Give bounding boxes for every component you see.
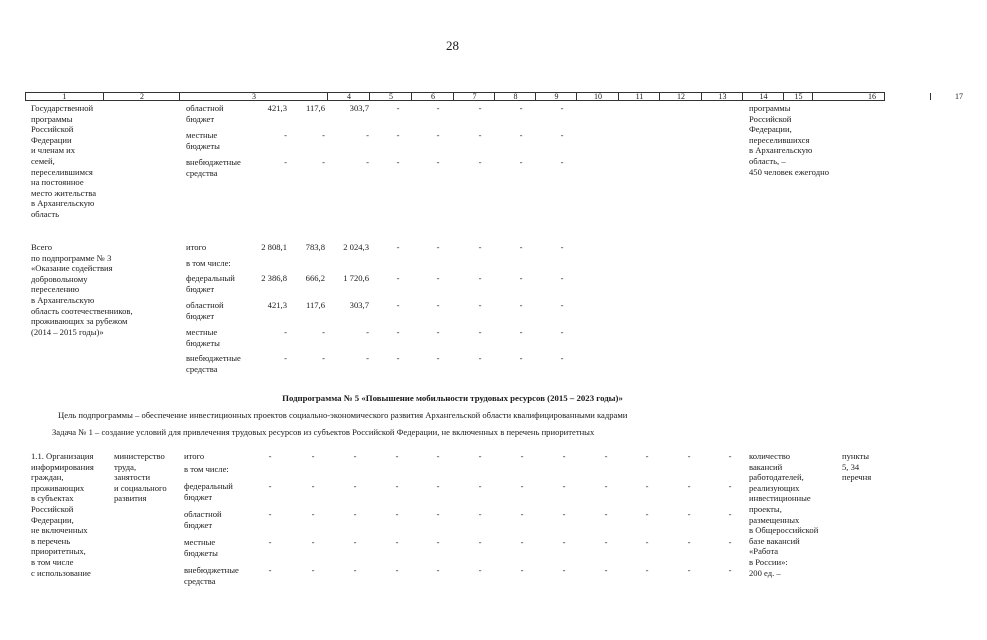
subprogram-heading: Подпрограмма № 5 «Повышение мобильности трудовых ресурсов (2015 – 2023 годы)» xyxy=(282,393,623,403)
empty-value: - xyxy=(353,537,357,547)
funding-source-label: областной xyxy=(184,509,222,519)
empty-value: - xyxy=(436,509,440,519)
empty-value: - xyxy=(478,565,482,575)
funding-value: - xyxy=(366,327,369,337)
header-col-2: 2 xyxy=(103,93,180,100)
section2-title-line: переселению xyxy=(31,284,80,295)
funding-value: - xyxy=(284,327,287,337)
empty-value: - xyxy=(436,273,440,283)
funding-value: 421,3 xyxy=(267,103,287,113)
empty-value: - xyxy=(436,300,440,310)
empty-value: - xyxy=(562,565,566,575)
reference-line: 5, 34 xyxy=(842,461,860,472)
funding-value: 117,6 xyxy=(305,103,325,113)
empty-value: - xyxy=(520,565,524,575)
funding-value: 783,8 xyxy=(305,242,325,252)
section3-title-line: информирования xyxy=(31,461,94,472)
empty-value: - xyxy=(520,537,524,547)
section2-title-line: в Архангельскую xyxy=(31,295,95,305)
empty-value: - xyxy=(562,509,566,519)
expected-result-line: количество xyxy=(749,451,791,461)
empty-value: - xyxy=(395,509,399,519)
expected-result-line: программы xyxy=(749,103,791,113)
empty-value: - xyxy=(519,157,523,167)
funding-source-label: средства xyxy=(186,167,218,178)
empty-value: - xyxy=(645,537,649,547)
expected-result-line: в Архангельскую xyxy=(749,145,813,156)
funding-source-label: средства xyxy=(186,363,218,374)
empty-value: - xyxy=(478,537,482,547)
empty-value: - xyxy=(519,242,523,252)
page-number: 28 xyxy=(446,38,459,53)
expected-result-line: реализующих xyxy=(749,482,800,493)
expected-result-line: Федерации, xyxy=(749,124,792,135)
expected-result-line: в Общероссийской xyxy=(749,525,819,536)
empty-value: - xyxy=(478,481,482,491)
empty-value: - xyxy=(268,451,272,461)
empty-value: - xyxy=(396,327,400,337)
empty-value: - xyxy=(478,300,482,310)
header-col-15: 15 xyxy=(783,93,813,100)
empty-value: - xyxy=(645,481,649,491)
section3-title-line: с использование xyxy=(31,567,91,578)
header-col-13: 13 xyxy=(701,93,743,100)
section1-title-line: переселившимся xyxy=(31,166,93,177)
funding-source-label: бюджеты xyxy=(186,140,220,151)
empty-value: - xyxy=(396,273,400,283)
section2-title-line: область соотечественников, xyxy=(31,305,133,316)
reference-line: перечня xyxy=(842,472,872,483)
funding-value: 666,2 xyxy=(305,273,325,283)
empty-value: - xyxy=(520,509,524,519)
empty-value: - xyxy=(560,130,564,140)
section3-title-line: в перечень xyxy=(31,535,71,546)
empty-value: - xyxy=(645,509,649,519)
funding-source-label: бюджеты xyxy=(186,337,220,348)
funding-source-label: внебюджетные xyxy=(186,157,241,167)
funding-value: 2 808,1 xyxy=(261,242,287,252)
empty-value: - xyxy=(396,353,400,363)
expected-result-line: проекты, xyxy=(749,504,782,514)
empty-value: - xyxy=(562,481,566,491)
empty-value: - xyxy=(560,327,564,337)
empty-value: - xyxy=(268,565,272,575)
funding-value: - xyxy=(366,353,369,363)
empty-value: - xyxy=(728,509,732,519)
section1-title-line: место жительства xyxy=(31,187,97,198)
empty-value: - xyxy=(478,353,482,363)
section3-title-line: в том числе xyxy=(31,557,74,567)
reference-line: пункты xyxy=(842,451,870,461)
header-col-17: 17 xyxy=(930,93,987,100)
section2-title-line: (2014 – 2015 годы)» xyxy=(31,326,104,337)
empty-value: - xyxy=(353,451,357,461)
section3-title-line: не включенных xyxy=(31,525,88,536)
empty-value: - xyxy=(436,481,440,491)
section3-title-line: Российской xyxy=(31,504,74,514)
funding-value: 1 720,6 xyxy=(343,273,369,283)
section1-title-line: программы xyxy=(31,113,73,124)
funding-value: - xyxy=(284,130,287,140)
empty-value: - xyxy=(604,509,608,519)
header-col-8: 8 xyxy=(494,93,536,100)
section1-title-line: область xyxy=(31,209,60,219)
empty-value: - xyxy=(396,130,400,140)
funding-value: 303,7 xyxy=(349,300,369,310)
header-col-9: 9 xyxy=(535,93,577,100)
funding-source-label: внебюджетные xyxy=(184,565,239,575)
section2-title-line: «Оказание содействия xyxy=(31,263,113,274)
empty-value: - xyxy=(560,157,564,167)
funding-source-label: бюджет xyxy=(186,113,215,124)
empty-value: - xyxy=(353,481,357,491)
section3-title-line: в субъектах xyxy=(31,493,74,504)
funding-value: 303,7 xyxy=(349,103,369,113)
header-col-6: 6 xyxy=(411,93,454,100)
expected-result-line: 450 человек ежегодно xyxy=(749,166,829,177)
section2-title-line: добровольному xyxy=(31,273,88,284)
funding-source-label: итого xyxy=(184,451,205,461)
empty-value: - xyxy=(436,327,440,337)
expected-result-line: работодателей, xyxy=(749,472,804,483)
empty-value: - xyxy=(519,103,523,113)
section2-title-line: Всего xyxy=(31,242,53,252)
funding-value: - xyxy=(284,157,287,167)
funding-value: 117,6 xyxy=(305,300,325,310)
executor-line: труда, xyxy=(114,461,137,472)
funding-source-label: средства xyxy=(184,575,216,586)
funding-source-label: итого xyxy=(186,242,207,252)
empty-value: - xyxy=(436,157,440,167)
section3-title-line: граждан, xyxy=(31,472,64,483)
expected-result-line: базе вакансий xyxy=(749,535,800,546)
expected-result-line: инвестиционные xyxy=(749,493,811,504)
funding-value: - xyxy=(284,353,287,363)
empty-value: - xyxy=(728,565,732,575)
funding-source-label: местные xyxy=(186,327,218,337)
empty-value: - xyxy=(604,481,608,491)
empty-value: - xyxy=(520,451,524,461)
subprogram-task: Задача № 1 – создание условий для привлечения трудовых ресурсов из субъектов Российской Федерации, не включенных в перечень приоритетных xyxy=(52,427,595,437)
empty-value: - xyxy=(353,509,357,519)
expected-result-line: 200 ед. – xyxy=(749,567,781,578)
executor-line: министерство xyxy=(114,451,165,461)
funding-value: - xyxy=(366,157,369,167)
empty-value: - xyxy=(311,565,315,575)
empty-value: - xyxy=(436,130,440,140)
expected-result-line: область, – xyxy=(749,156,786,166)
empty-value: - xyxy=(562,451,566,461)
expected-result-line: в России»: xyxy=(749,557,788,567)
empty-value: - xyxy=(311,537,315,547)
expected-result-line: «Работа xyxy=(749,546,779,557)
empty-value: - xyxy=(687,509,691,519)
empty-value: - xyxy=(604,537,608,547)
empty-value: - xyxy=(395,451,399,461)
header-col-4: 4 xyxy=(327,93,370,100)
empty-value: - xyxy=(478,130,482,140)
table-header-row xyxy=(25,92,963,101)
empty-value: - xyxy=(436,242,440,252)
header-col-11: 11 xyxy=(618,93,660,100)
executor-line: развития xyxy=(114,493,147,504)
funding-source-label: бюджет xyxy=(184,519,213,530)
expected-result-line: Российской xyxy=(749,113,792,124)
funding-value: 2 024,3 xyxy=(343,242,369,252)
empty-value: - xyxy=(396,242,400,252)
expected-result-line: переселившихся xyxy=(749,134,810,145)
funding-value: - xyxy=(322,327,325,337)
section3-title-line: Федерации, xyxy=(31,514,74,525)
empty-value: - xyxy=(520,481,524,491)
subprogram-goal: Цель подпрограммы – обеспечение инвестиционных проектов социально-экономического развития Архангельской области квалифицированными кадрами xyxy=(58,410,628,420)
section1-title-line: Государственной xyxy=(31,103,94,113)
funding-value: 2 386,8 xyxy=(261,273,287,283)
section1-title-line: в Архангельскую xyxy=(31,198,95,209)
section1-title-line: и членам их xyxy=(31,145,76,156)
empty-value: - xyxy=(478,273,482,283)
empty-value: - xyxy=(604,565,608,575)
empty-value: - xyxy=(478,103,482,113)
empty-value: - xyxy=(478,327,482,337)
funding-source-label: в том числе: xyxy=(186,258,231,268)
empty-value: - xyxy=(396,157,400,167)
header-col-5: 5 xyxy=(369,93,412,100)
funding-source-label: в том числе: xyxy=(184,464,229,474)
funding-source-label: бюджеты xyxy=(184,547,218,558)
empty-value: - xyxy=(268,481,272,491)
section3-title-line: 1.1. Организация xyxy=(31,451,94,461)
funding-source-label: местные xyxy=(186,130,218,140)
empty-value: - xyxy=(353,565,357,575)
section2-title-line: проживающих за рубежом xyxy=(31,316,128,327)
section1-title-line: семей, xyxy=(31,156,55,166)
section1-title-line: Федерации xyxy=(31,134,72,145)
funding-source-label: бюджет xyxy=(186,283,215,294)
section3-title-line: приоритетных, xyxy=(31,546,86,557)
empty-value: - xyxy=(478,242,482,252)
empty-value: - xyxy=(311,451,315,461)
section1-title-line: на постоянное xyxy=(31,177,84,188)
empty-value: - xyxy=(687,565,691,575)
empty-value: - xyxy=(311,509,315,519)
funding-source-label: местные xyxy=(184,537,216,547)
empty-value: - xyxy=(687,451,691,461)
funding-source-label: областной xyxy=(186,300,224,310)
empty-value: - xyxy=(519,273,523,283)
empty-value: - xyxy=(478,157,482,167)
header-col-12: 12 xyxy=(659,93,702,100)
funding-source-label: областной xyxy=(186,103,224,113)
executor-line: и социального xyxy=(114,482,167,493)
empty-value: - xyxy=(268,537,272,547)
funding-source-label: бюджет xyxy=(184,491,213,502)
funding-value: - xyxy=(366,130,369,140)
funding-value: - xyxy=(322,157,325,167)
empty-value: - xyxy=(396,103,400,113)
empty-value: - xyxy=(311,481,315,491)
header-col-1: 1 xyxy=(62,92,67,101)
header-col-16: 16 xyxy=(812,93,931,100)
empty-value: - xyxy=(687,481,691,491)
funding-source-label: федеральный xyxy=(186,273,235,283)
expected-result-line: вакансий xyxy=(749,461,783,472)
empty-value: - xyxy=(560,300,564,310)
expected-result-line: размещенных xyxy=(749,514,800,525)
header-col-7: 7 xyxy=(453,93,495,100)
executor-line: занятости xyxy=(114,472,151,483)
empty-value: - xyxy=(436,353,440,363)
funding-value: 421,3 xyxy=(267,300,287,310)
empty-value: - xyxy=(728,451,732,461)
section3-title-line: проживающих xyxy=(31,482,85,493)
header-col-14: 14 xyxy=(742,93,784,100)
empty-value: - xyxy=(519,353,523,363)
empty-value: - xyxy=(436,565,440,575)
empty-value: - xyxy=(560,273,564,283)
empty-value: - xyxy=(604,451,608,461)
empty-value: - xyxy=(562,537,566,547)
empty-value: - xyxy=(560,103,564,113)
section2-title-line: по подпрограмме № 3 xyxy=(31,252,112,263)
empty-value: - xyxy=(645,565,649,575)
empty-value: - xyxy=(519,327,523,337)
empty-value: - xyxy=(395,565,399,575)
funding-source-label: внебюджетные xyxy=(186,353,241,363)
header-col-3: 3 xyxy=(179,93,328,100)
empty-value: - xyxy=(478,451,482,461)
empty-value: - xyxy=(728,481,732,491)
empty-value: - xyxy=(687,537,691,547)
empty-value: - xyxy=(560,242,564,252)
empty-value: - xyxy=(519,300,523,310)
empty-value: - xyxy=(560,353,564,363)
header-col-10: 10 xyxy=(576,93,619,100)
empty-value: - xyxy=(268,509,272,519)
empty-value: - xyxy=(395,537,399,547)
funding-value: - xyxy=(322,353,325,363)
empty-value: - xyxy=(728,537,732,547)
empty-value: - xyxy=(436,103,440,113)
empty-value: - xyxy=(395,481,399,491)
empty-value: - xyxy=(478,509,482,519)
funding-source-label: федеральный xyxy=(184,481,233,491)
empty-value: - xyxy=(436,537,440,547)
empty-value: - xyxy=(645,451,649,461)
funding-source-label: бюджет xyxy=(186,310,215,321)
empty-value: - xyxy=(436,451,440,461)
empty-value: - xyxy=(396,300,400,310)
section1-title-line: Российской xyxy=(31,124,74,135)
empty-value: - xyxy=(519,130,523,140)
funding-value: - xyxy=(322,130,325,140)
